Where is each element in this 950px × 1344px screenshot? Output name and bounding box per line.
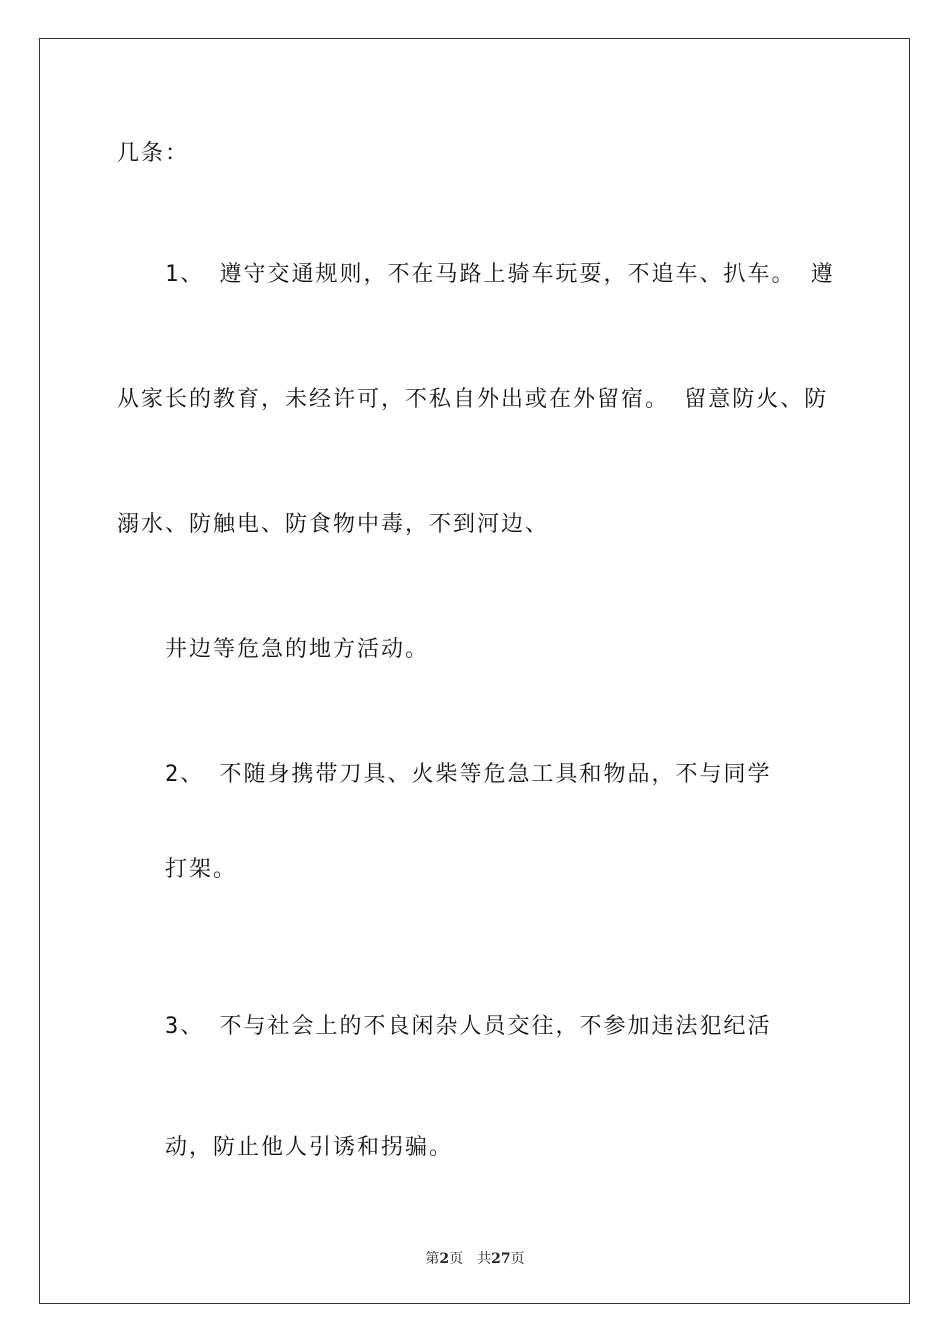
- text-line-7: 打架。: [165, 857, 238, 882]
- page-prefix: 第: [425, 1251, 440, 1267]
- page-border: [39, 38, 910, 1304]
- text-line-8: 3、 不与社会上的不良闲杂人员交往，不参加违法犯纪活: [165, 1014, 772, 1039]
- text-line-2: 1、 遵守交通规则，不在马路上骑车玩耍，不追车、扒车。 遵: [165, 262, 835, 287]
- page-footer: [0, 1248, 950, 1268]
- text-line-3: 从家长的教育，未经许可，不私自外出或在外留宿。 留意防火、防: [117, 387, 829, 412]
- text-line-1: 几条：: [117, 141, 190, 166]
- text-line-6: 2、 不随身携带刀具、火柴等危急工具和物品，不与同学: [165, 762, 772, 787]
- total-unit: 页: [510, 1251, 525, 1267]
- text-line-5: 井边等危急的地方活动。: [165, 637, 430, 662]
- total-prefix: 共: [477, 1251, 492, 1267]
- text-line-4: 溺水、防触电、防食物中毒，不到河边、: [117, 512, 550, 537]
- total-pages: 27: [491, 1251, 511, 1267]
- page-current: 2: [439, 1251, 450, 1267]
- page-unit: 页: [449, 1251, 464, 1267]
- text-line-9: 动，防止他人引诱和拐骗。: [165, 1135, 454, 1160]
